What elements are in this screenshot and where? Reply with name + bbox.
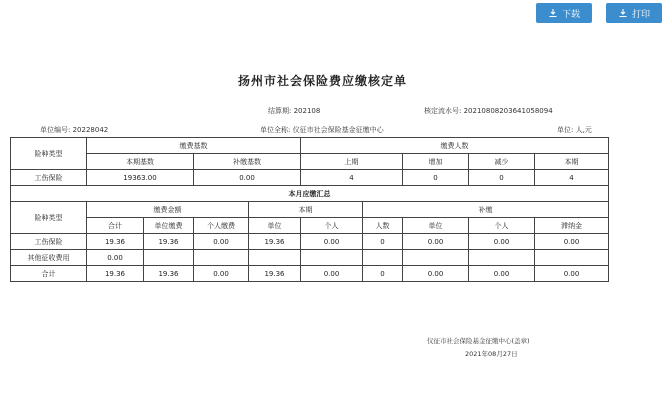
unit-code-value: 20228042: [72, 126, 109, 134]
cell-cur: 4: [535, 170, 609, 186]
header-supp-count: 人数: [363, 218, 403, 234]
cell-base-supp: 0.00: [194, 170, 301, 186]
header-people: 缴费人数: [301, 138, 609, 154]
period-value: 202108: [293, 107, 321, 115]
cell-type: 其他征收费用: [11, 250, 87, 266]
header-base-current: 本期基数: [87, 154, 194, 170]
header-cur-unit: 单位: [249, 218, 301, 234]
download-button[interactable]: [536, 3, 592, 23]
cell-total: 19.36: [87, 234, 144, 250]
header-personal-pay: 个人缴费: [194, 218, 249, 234]
cell-late-fee: 0.00: [535, 266, 609, 282]
unit-measure: 单位: 人,元: [557, 126, 592, 134]
cell-empty: [403, 250, 469, 266]
header-base-supp: 补缴基数: [194, 154, 301, 170]
unit-name: [260, 125, 384, 135]
cell-base-current: 19363.00: [87, 170, 194, 186]
header-late-fee: 滞纳金: [535, 218, 609, 234]
cell-personal-pay: 0.00: [194, 266, 249, 282]
unit-code-label: 单位编号:: [40, 126, 71, 134]
cell-cur-unit: 19.36: [249, 266, 301, 282]
table-row: [11, 170, 609, 186]
cell-sub: 0: [469, 170, 535, 186]
cell-total: 19.36: [87, 266, 144, 282]
header-type-2: 险种类型: [11, 202, 87, 234]
header-sub: 减少: [469, 154, 535, 170]
cell-personal-pay: 0.00: [194, 234, 249, 250]
cell-cur-unit: 19.36: [249, 234, 301, 250]
cell-cur-person: 0.00: [301, 266, 363, 282]
cell-empty: [249, 250, 301, 266]
header-supp-unit: 单位: [403, 218, 469, 234]
header-supp-person: 个人: [469, 218, 535, 234]
table-row: [11, 266, 609, 282]
serial-number: [424, 106, 553, 116]
unit-name-value: 仪征市社会保险基金征缴中心: [292, 126, 384, 134]
unit-code: [40, 125, 108, 135]
cell-type: 工伤保险: [11, 170, 87, 186]
cell-supp-count: 0: [363, 266, 403, 282]
cell-empty: [469, 250, 535, 266]
download-label: 下载: [561, 9, 580, 20]
print-label: 打印: [632, 9, 651, 20]
header-prev: 上期: [301, 154, 403, 170]
cell-supp-person: 0.00: [469, 234, 535, 250]
cell-supp-person: 0.00: [469, 266, 535, 282]
cell-type: 合计: [11, 266, 87, 282]
cell-supp-count: 0: [363, 234, 403, 250]
table-row: [11, 234, 609, 250]
cell-empty: [194, 250, 249, 266]
footer-org: 仪征市社会保险基金征缴中心(盖章): [427, 337, 530, 345]
cell-supp-unit: 0.00: [403, 266, 469, 282]
header-total: 合计: [87, 218, 144, 234]
cell-empty: [301, 250, 363, 266]
header-cur: 本期: [535, 154, 609, 170]
download-icon: [548, 8, 558, 18]
cell-cur-person: 0.00: [301, 234, 363, 250]
cell-unit-pay: 19.36: [144, 266, 194, 282]
document-title: 扬州市社会保险费应缴核定单: [237, 74, 407, 88]
period-label: 结算期:: [268, 107, 292, 115]
header-amount: 缴费金额: [87, 202, 249, 218]
header-type: 险种类型: [11, 138, 87, 170]
cell-total: 0.00: [87, 250, 144, 266]
header-base: 缴费基数: [87, 138, 301, 154]
header-unit-pay: 单位缴费: [144, 218, 194, 234]
print-icon: [618, 8, 628, 18]
assessment-table: [10, 137, 609, 282]
header-supp: 补缴: [363, 202, 609, 218]
cell-empty: [363, 250, 403, 266]
header-cur-person: 个人: [301, 218, 363, 234]
cell-unit-pay: 19.36: [144, 234, 194, 250]
serial-value: 20210808203641058094: [463, 107, 553, 115]
cell-prev: 4: [301, 170, 403, 186]
cell-empty: [144, 250, 194, 266]
cell-add: 0: [403, 170, 469, 186]
footer-date: 2021年08月27日: [465, 350, 518, 358]
settlement-period: [268, 106, 320, 116]
cell-late-fee: 0.00: [535, 234, 609, 250]
unit-name-label: 单位全称:: [260, 126, 291, 134]
header-add: 增加: [403, 154, 469, 170]
cell-supp-unit: 0.00: [403, 234, 469, 250]
print-button[interactable]: [606, 3, 662, 23]
section-title: 本月应缴汇总: [11, 186, 609, 202]
cell-empty: [535, 250, 609, 266]
header-current: 本期: [249, 202, 363, 218]
table-row: [11, 250, 609, 266]
cell-type: 工伤保险: [11, 234, 87, 250]
serial-label: 核定流水号:: [424, 107, 462, 115]
